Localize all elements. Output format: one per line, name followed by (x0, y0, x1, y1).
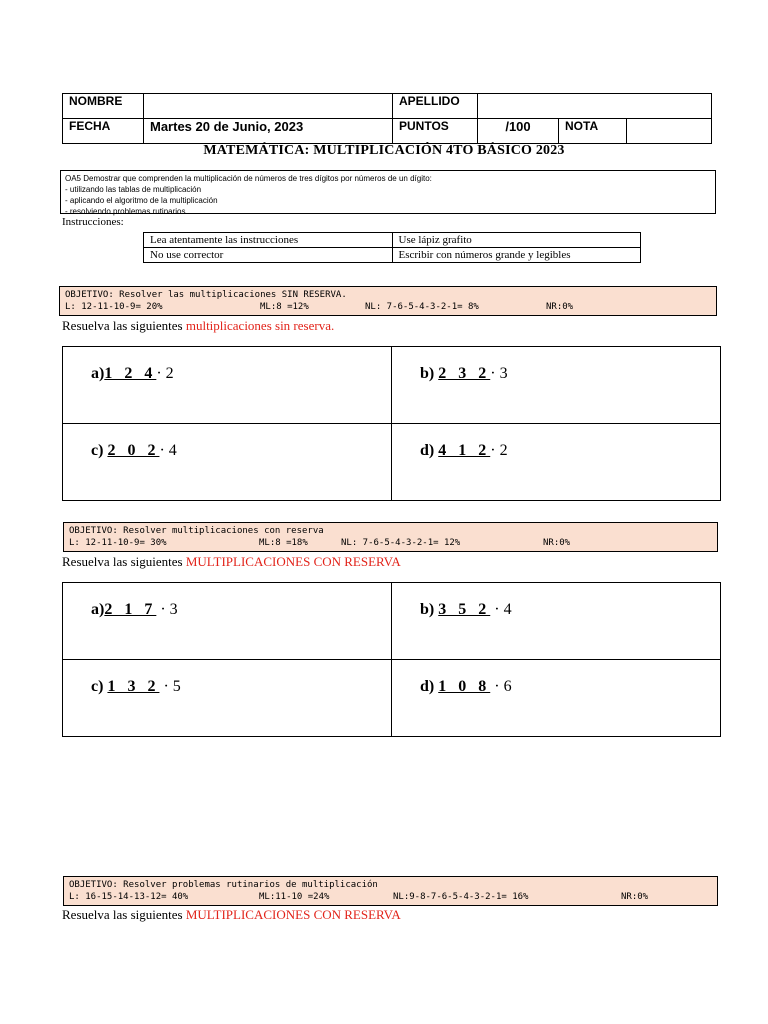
problem-number: 4 1 2 (438, 442, 491, 459)
problem-label: b) (420, 365, 435, 382)
problem-cell[interactable] (392, 583, 721, 660)
problem-label: c) (91, 678, 104, 695)
problem-label: d) (420, 678, 435, 695)
puntos-label: PUNTOS (393, 119, 478, 144)
lead-prefix: Resuelva las siguientes (62, 318, 186, 333)
fecha-label: FECHA (63, 119, 144, 144)
score-nr: NR:0% (546, 302, 574, 312)
score-l: L: 16-15-14-13-12= 40% (69, 892, 189, 902)
problem-number: 2 3 2 (438, 365, 491, 382)
lead-prefix: Resuelva las siguientes (62, 907, 186, 922)
problem-cell[interactable] (63, 583, 392, 660)
problems-grid-con-reserva (62, 582, 721, 737)
problem-cell[interactable] (63, 347, 392, 424)
score-ml: ML:8 =18% (259, 538, 308, 548)
section-lead-con-reserva (62, 554, 401, 570)
problem-cell[interactable] (392, 347, 721, 424)
instruction-cell: Use lápiz grafito (392, 233, 641, 248)
problem-factor: · 2 (490, 442, 508, 459)
problem-factor: · 3 (160, 601, 178, 618)
problem-label: d) (420, 442, 435, 459)
objective-box-con-reserva (63, 522, 718, 552)
score-nl: NL: 7-6-5-4-3-2-1= 12% (341, 538, 461, 548)
problem-number: 3 5 2 (438, 601, 491, 618)
problem-factor: · 5 (163, 678, 181, 695)
instruction-cell: Lea atentamente las instrucciones (144, 233, 393, 248)
objective-box-sin-reserva (59, 286, 717, 316)
lead-highlight: MULTIPLICACIONES CON RESERVA (185, 907, 401, 922)
problem-cell[interactable] (63, 660, 392, 737)
objective-text: OBJETIVO: Resolver problemas rutinarios de multiplicación (69, 880, 378, 890)
student-info-table (62, 93, 712, 144)
oas-line: - resolviendo problemas rutinarios (65, 207, 186, 216)
learning-objective-box (60, 170, 716, 214)
problem-label: a) (91, 601, 105, 618)
problem-factor: · 6 (494, 678, 512, 695)
problem-number: 1 3 2 (107, 678, 160, 695)
problem-factor: · 3 (490, 365, 508, 382)
objective-text: OBJETIVO: Resolver multiplicaciones con reserva (69, 526, 324, 536)
nota-field[interactable] (627, 119, 712, 144)
instruction-cell: No use corrector (144, 248, 393, 263)
objective-text: OBJETIVO: Resolver las multiplicaciones SIN RESERVA. (65, 290, 347, 300)
problem-label: c) (91, 442, 104, 459)
apellido-label: APELLIDO (393, 94, 478, 119)
oas-line: OA5 Demostrar que comprenden la multiplicación de números de tres dígitos por números de un dígito: (65, 174, 432, 183)
score-nr: NR:0% (543, 538, 571, 548)
score-l: L: 12-11-10-9= 20% (65, 302, 163, 312)
score-nr: NR:0% (621, 892, 649, 902)
problem-factor: · 2 (156, 365, 174, 382)
puntos-value: /100 (478, 119, 559, 144)
page-title: MATEMÁTICA: MULTIPLICACIÓN 4TO BÁSICO 2023 (203, 143, 565, 158)
oas-line: - aplicando el algoritmo de la multiplicación (65, 196, 218, 205)
lead-prefix: Resuelva las siguientes (62, 554, 186, 569)
problem-number: 2 0 2 (107, 442, 160, 459)
problem-number: 1 0 8 (438, 678, 491, 695)
problem-number: 1 2 4 (104, 365, 157, 382)
score-ml: ML:11-10 =24% (259, 892, 330, 902)
lead-highlight: MULTIPLICACIONES CON RESERVA (185, 554, 401, 569)
oas-line: - utilizando las tablas de multiplicación (65, 185, 202, 194)
problem-cell[interactable] (392, 424, 721, 501)
section-lead-problemas (62, 907, 401, 923)
problem-label: b) (420, 601, 435, 618)
nombre-label: NOMBRE (63, 94, 144, 119)
objective-box-problemas (63, 876, 718, 906)
nota-label: NOTA (559, 119, 627, 144)
score-ml: ML:8 =12% (260, 302, 309, 312)
instruction-cell: Escribir con números grande y legibles (392, 248, 641, 263)
score-nl: NL:9-8-7-6-5-4-3-2-1= 16% (393, 892, 529, 902)
nombre-field[interactable] (144, 94, 393, 119)
score-nl: NL: 7-6-5-4-3-2-1= 8% (365, 302, 479, 312)
apellido-field[interactable] (478, 94, 712, 119)
section-lead-sin-reserva (62, 318, 334, 334)
fecha-value: Martes 20 de Junio, 2023 (144, 119, 393, 144)
instructions-label: Instrucciones: (62, 216, 124, 228)
problem-cell[interactable] (63, 424, 392, 501)
instructions-table (143, 232, 641, 263)
problem-number: 2 1 7 (104, 601, 157, 618)
problems-grid-sin-reserva (62, 346, 721, 501)
problem-cell[interactable] (392, 660, 721, 737)
problem-factor: · 4 (159, 442, 177, 459)
lead-highlight: multiplicaciones sin reserva. (185, 318, 335, 333)
score-l: L: 12-11-10-9= 30% (69, 538, 167, 548)
problem-label: a) (91, 365, 105, 382)
problem-factor: · 4 (494, 601, 512, 618)
